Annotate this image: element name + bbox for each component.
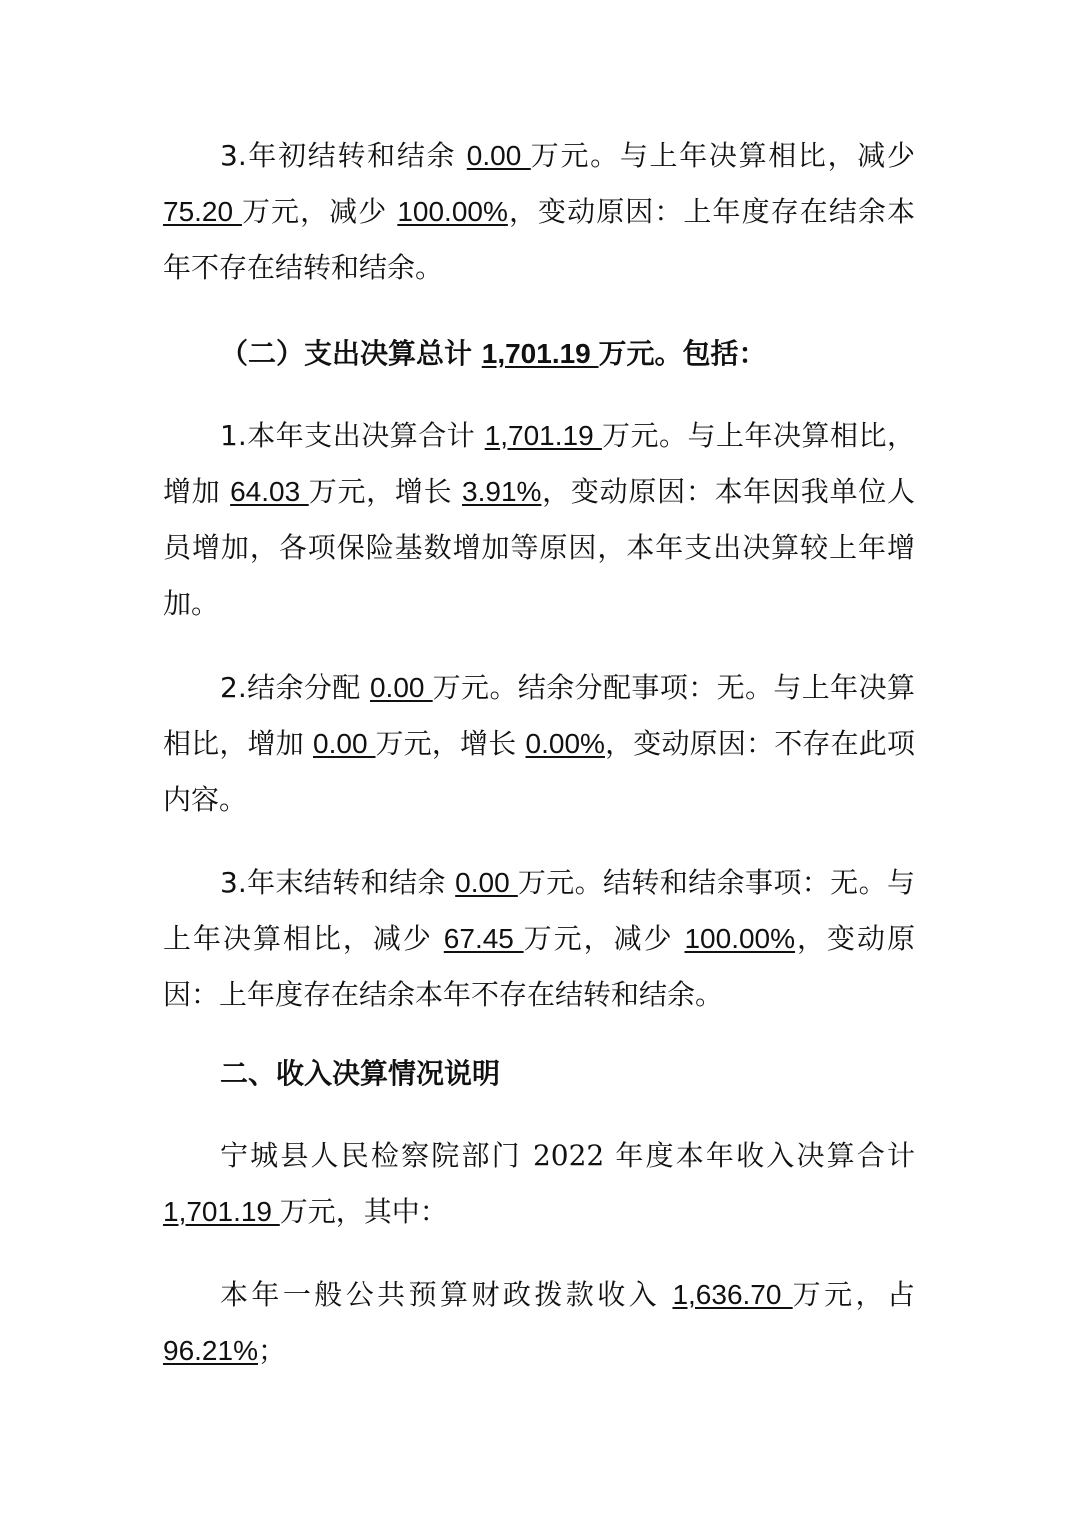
text-segment: 3.年末结转和结余 bbox=[220, 866, 456, 899]
value-decrease-percent: 100.00% bbox=[397, 196, 508, 227]
text-segment: （二）支出决算总计 bbox=[220, 337, 482, 370]
text-segment: 万元。结转和结余事项：无。与上年决算相比，减少 bbox=[163, 866, 915, 955]
text-segment: ，变动原因：不存在此项内容。 bbox=[163, 727, 915, 816]
text-segment: 万元，减少 bbox=[241, 195, 398, 228]
paragraph-income-total bbox=[163, 1128, 915, 1240]
text-segment: 1.本年支出决算合计 bbox=[220, 419, 485, 452]
text-segment: 万元，其中： bbox=[279, 1195, 448, 1228]
text-segment: 本年一般公共预算财政拨款收入 bbox=[220, 1278, 673, 1311]
value-decrease-amount: 75.20 bbox=[163, 196, 242, 227]
value-increase-percent: 3.91% bbox=[462, 476, 542, 507]
value-expenditure-this-year: 1,701.19 bbox=[484, 420, 602, 451]
text-segment: ，变动原因：上年度存在结余本年不存在结转和结余。 bbox=[163, 922, 915, 1011]
value-carryover-end: 0.00 bbox=[455, 867, 518, 898]
value-surplus-distribution: 0.00 bbox=[369, 672, 433, 703]
value-expenditure-total: 1,701.19 bbox=[481, 338, 599, 369]
value-carryover-begin: 0.00 bbox=[466, 140, 531, 171]
paragraph-expenditure-this-year bbox=[163, 408, 915, 632]
paragraph-carryover-end bbox=[163, 855, 915, 1023]
text-segment: 万元。与上年决算相比，增加 bbox=[163, 419, 915, 508]
text-segment: 年度本年收入决算合计 bbox=[604, 1139, 916, 1172]
value-decrease-percent: 100.00% bbox=[684, 923, 796, 954]
text-segment: ，变动原因：本年因我单位人员增加，各项保险基数增加等原因，本年支出决算较上年增加。 bbox=[163, 475, 915, 620]
paragraph-carryover-begin bbox=[163, 128, 915, 296]
value-increase-amount: 64.03 bbox=[230, 476, 309, 507]
paragraph-surplus-distribution bbox=[163, 660, 915, 828]
text-segment: ，变动原因：上年度存在结余本年不存在结转和结余。 bbox=[163, 195, 915, 284]
value-increase-amount: 0.00 bbox=[313, 728, 376, 759]
heading-expenditure-total bbox=[220, 326, 972, 382]
value-general-budget-income: 1,636.70 bbox=[672, 1279, 793, 1310]
value-income-total: 1,701.19 bbox=[163, 1196, 280, 1227]
value-year: 2022 bbox=[532, 1139, 605, 1172]
text-segment: 2.结余分配 bbox=[220, 671, 370, 704]
text-segment: 3.年初结转和结余 bbox=[220, 139, 467, 172]
heading-income-section: 二、收入决算情况说明 bbox=[220, 1057, 501, 1090]
text-segment: 万元。结余分配事项：无。与上年决算相比，增加 bbox=[163, 671, 915, 760]
text-segment: 万元。包括： bbox=[598, 337, 767, 370]
paragraph-general-budget-income bbox=[163, 1267, 915, 1379]
text-segment: 万元，减少 bbox=[523, 922, 685, 955]
text-segment: 万元，占 bbox=[792, 1278, 915, 1311]
text-segment: 万元，增长 bbox=[375, 727, 526, 760]
text-segment: 宁城县人民检察院部门 bbox=[220, 1139, 533, 1172]
value-general-budget-percent: 96.21% bbox=[163, 1335, 258, 1366]
text-segment: 万元，增长 bbox=[308, 475, 463, 508]
text-segment: ； bbox=[257, 1334, 286, 1367]
text-segment: 万元。与上年决算相比，减少 bbox=[530, 139, 915, 172]
value-decrease-amount: 67.45 bbox=[443, 923, 524, 954]
value-increase-percent: 0.00% bbox=[525, 728, 605, 759]
